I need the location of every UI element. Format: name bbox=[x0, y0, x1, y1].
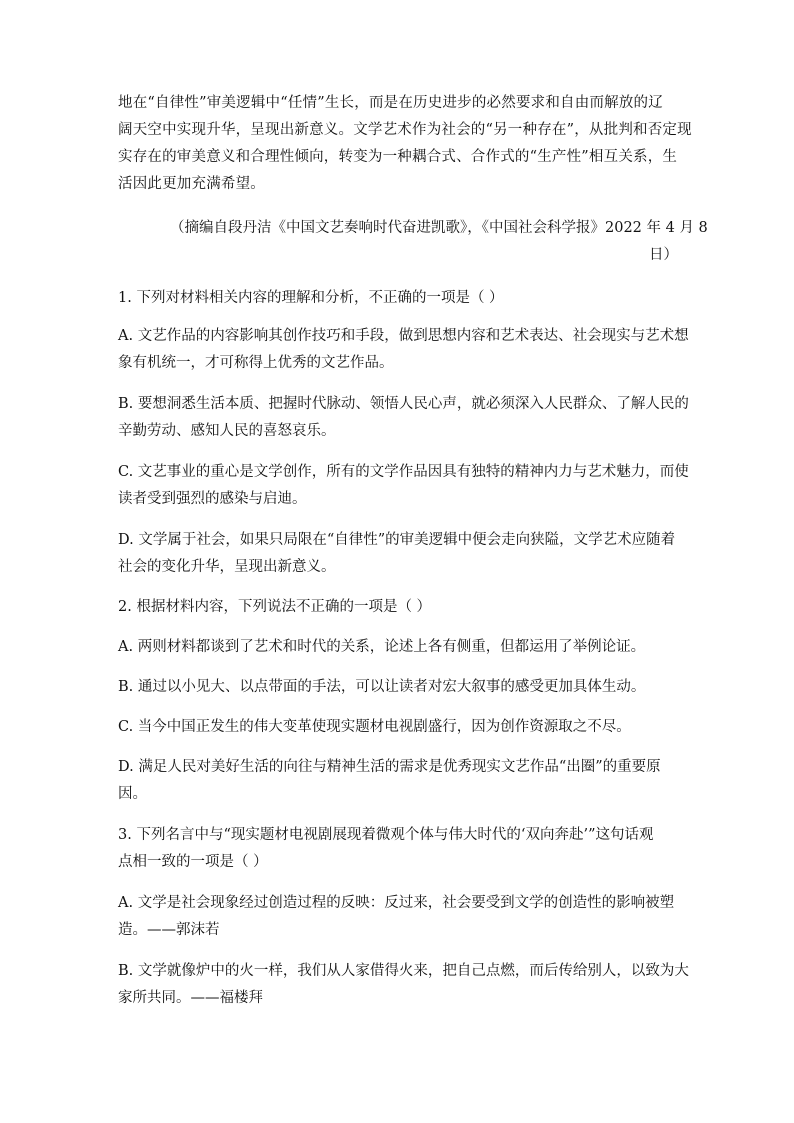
question-2-option-c: C. 当今中国正发生的伟大变革使现实题材电视剧盛行，因为创作资源取之不尽。 bbox=[118, 719, 631, 735]
question-3-option-a: A. 文学是社会现象经过创造过程的反映：反过来，社会要受到文学的创造性的影响被塑 造。——郭沫若 bbox=[118, 895, 675, 938]
question-1-stem: 1. 下列对材料相关内容的理解和分析，不正确的一项是（ ） bbox=[118, 290, 504, 306]
question-3-option-b: B. 文学就像炉中的火一样，我们从人家借得火来，把自己点燃，而后传给别人，以致为大 家所共同。——福楼拜 bbox=[118, 963, 689, 1006]
question-2-stem: 2. 根据材料内容，下列说法不正确的一项是（ ） bbox=[118, 599, 432, 615]
question-1-option-c: C. 文艺事业的重心是文学创作，所有的文学作品因具有独特的精神内力与艺术魅力，而使 读者受到强烈的感染与启迪。 bbox=[118, 464, 689, 507]
question-2-option-b: B. 通过以小见大、以点带面的手法，可以让读者对宏大叙事的感受更加具体生动。 bbox=[118, 679, 646, 695]
passage-line: 地在“自律性”审美逻辑中“任情”生长，而是在历史进步的必然要求和自由而解放的辽 bbox=[118, 95, 663, 111]
source-line-1: （摘编自段丹洁《中国文艺奏响时代奋进凯歌》，《中国社会科学报》2022 年 4 月 8 bbox=[170, 220, 708, 236]
question-2-option-d: D. 满足人民对美好生活的向往与精神生活的需求是优秀现实文艺作品“出圈”的重要原 因。 bbox=[118, 759, 661, 802]
question-3-stem: 3. 下列名言中与“现实题材电视剧展现着微观个体与伟大时代的‘双向奔赴’”这句话观 点相一致的一项是（ ） bbox=[118, 827, 654, 870]
passage-line: 阔天空中实现升华，呈现出新意义。文学艺术作为社会的“另一种存在”，从批判和否定现 bbox=[118, 122, 692, 138]
passage-line: 活因此更加充满希望。 bbox=[118, 176, 265, 192]
question-2-option-a: A. 两则材料都谈到了艺术和时代的关系，论述上各有侧重，但都运用了举例论证。 bbox=[118, 639, 646, 655]
source-citation bbox=[170, 215, 708, 269]
question-1-option-a: A. 文艺作品的内容影响其创作技巧和手段，做到思想内容和艺术表达、社会现实与艺术想 象有机统一，才可称得上优秀的文艺作品。 bbox=[118, 328, 689, 371]
passage-paragraph bbox=[118, 90, 692, 198]
question-1-option-d: D. 文学属于社会，如果只局限在“自律性”的审美逻辑中便会走向狭隘，文学艺术应随着 社会的变化升华，呈现出新意义。 bbox=[118, 532, 676, 575]
passage-line: 实存在的审美意义和合理性倾向，转变为一种耦合式、合作式的“生产性”相互关系，生 bbox=[118, 149, 678, 165]
question-1-option-b: B. 要想洞悉生活本质、把握时代脉动、领悟人民心声，就必须深入人民群众、了解人民的 辛勤劳动、感知人民的喜怒哀乐。 bbox=[118, 396, 689, 439]
source-line-2: 日） bbox=[649, 247, 678, 263]
